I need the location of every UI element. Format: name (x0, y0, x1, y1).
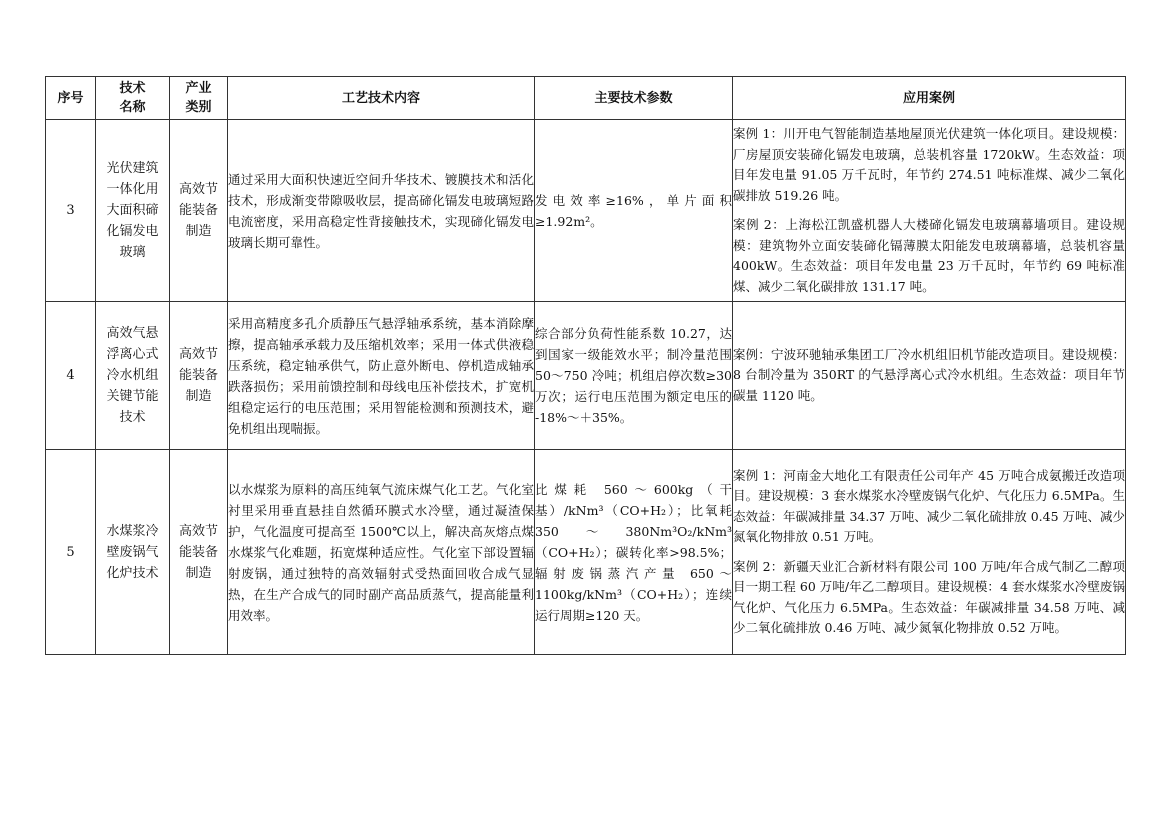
industry-category: 高效节 能装备 制造 (170, 302, 228, 450)
table-row (46, 302, 1126, 450)
technology-name: 光伏建筑 一体化用 大面积碲 化镉发电 玻璃 (96, 120, 170, 302)
row-number: 4 (46, 302, 96, 450)
table-row (46, 450, 1126, 655)
case-item: 案例：宁波环驰轴承集团工厂冷水机组旧机节能改造项目。建设规模：8 台制冷量为 350RT 的气悬浮离心式冷水机组。生态效益：项目年节碳量 1120 吨。 (733, 346, 1125, 403)
application-cases (733, 450, 1126, 655)
process-content: 以水煤浆为原料的高压纯氧气流床煤气化工艺。气化室衬里采用垂直悬挂自然循环膜式水冷壁，通过凝渣保护，气化温度可提高至 1500℃以上，解决高灰熔点煤水煤浆气化难题，拓宽煤种适应性。气化室下部设置辐射废锅，通过独特的高效辐射式受热面回收合成气显热，在生产合成气的同时副产高品质蒸气，提高能量利用效率。 (228, 450, 535, 655)
industry-category: 高效节 能装备 制造 (170, 450, 228, 655)
header-content: 工艺技术内容 (228, 77, 535, 120)
process-content: 通过采用大面积快速近空间升华技术、镀膜技术和活化技术，形成渐变带隙吸收层，提高碲化镉发电玻璃短路电流密度，采用高稳定性背接触技术，实现碲化镉发电玻璃长期可靠性。 (228, 120, 535, 302)
case-item: 案例 1：川开电气智能制造基地屋顶光伏建筑一体化项目。建设规模：厂房屋顶安装碲化镉发电玻璃，总装机容量 1720kW。生态效益：项目年发电量 91.05 万千瓦时，年节约 274.51 吨标准煤、减少二氧化碳排放 519.26 吨。 (733, 126, 1125, 203)
process-content: 采用高精度多孔介质静压气悬浮轴承系统，基本消除摩擦，提高轴承承载力及压缩机效率；采用一体式供液稳压系统，稳定轴承供气，防止意外断电、停机造成轴承跌落损伤；采用前馈控制和母线电压补偿技术，扩宽机组稳定运行的电压范围；采用智能检测和预测技术，避免机组出现喘振。 (228, 302, 535, 450)
case-item: 案例 1：河南金大地化工有限责任公司年产 45 万吨合成氨搬迁改造项目。建设规模：3 套水煤浆水冷壁废锅气化炉、气化压力 6.5MPa。生态效益：年碳减排量 34.37 万吨、减少二氧化硫排放 0.45 万吨、减少氮氧化物排放 0.51 万吨。 (733, 467, 1126, 544)
technical-params: 发电效率≥16%，单片面积≥1.92m²。 (535, 120, 733, 302)
case-item: 案例 2：新疆天业汇合新材料有限公司 100 万吨/年合成气制乙二醇项目一期工程 60 万吨/年乙二醇项目。建设规模：4 套水煤浆水冷壁废锅气化炉、气化压力 6.5MPa。生态效益：年碳减排量 34.58 万吨、减少二氧化硫排放 0.46 万吨、减少氮氧化物排放 0.52 万吨。 (733, 558, 1125, 635)
header-params: 主要技术参数 (535, 77, 733, 120)
row-number: 3 (46, 120, 96, 302)
header-name: 技术 名称 (96, 77, 170, 120)
technical-params: 比煤耗 560～600kg（干基）/kNm³（CO+H₂）；比氧耗 350～380Nm³O₂/kNm³（CO+H₂）；碳转化率>98.5%；辐射废锅蒸汽产量 650～1100kg/kNm³（CO+H₂）；连续运行周期≥120 天。 (535, 450, 733, 655)
row-number: 5 (46, 450, 96, 655)
technical-params: 综合部分负荷性能系数 10.27，达到国家一级能效水平；制冷量范围 50～750 冷吨；机组启停次数≥30 万次；运行电压范围为额定电压的 -18%～＋35%。 (535, 302, 733, 450)
header-type: 产业 类别 (170, 77, 228, 120)
case-item: 案例 2：上海松江凯盛机器人大楼碲化镉发电玻璃幕墙项目。建设规模：建筑物外立面安装碲化镉薄膜太阳能发电玻璃幕墙，总装机容量 400kW。生态效益：项目年发电量 23 万千瓦时，年节约 69 吨标准煤、减少二氧化碳排放 131.17 吨。 (733, 217, 1125, 294)
table-row (46, 120, 1126, 302)
application-cases (733, 302, 1126, 450)
header-cases: 应用案例 (733, 77, 1126, 120)
header-no: 序号 (46, 77, 96, 120)
technology-name: 水煤浆冷 壁废锅气 化炉技术 (96, 450, 170, 655)
industry-category: 高效节 能装备 制造 (170, 120, 228, 302)
application-cases (733, 120, 1126, 302)
technology-table (45, 76, 1126, 655)
technology-name: 高效气悬 浮离心式 冷水机组 关键节能 技术 (96, 302, 170, 450)
header-row (46, 77, 1126, 120)
